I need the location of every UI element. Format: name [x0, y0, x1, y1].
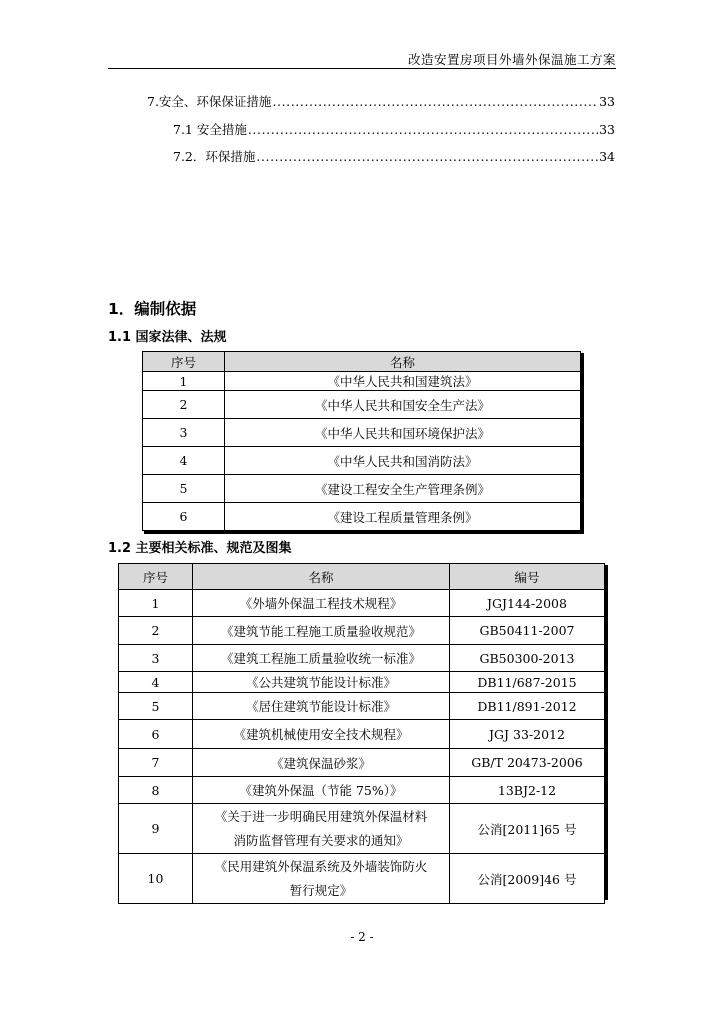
subsection-heading: 1.1 国家法律、法规	[108, 330, 227, 345]
toc-entry-label: 7.2．环保措施	[173, 149, 256, 164]
table-cell-no: 5	[119, 693, 193, 720]
page-number: - 2 -	[350, 930, 374, 944]
table-cell-name: 《中华人民共和国环境保护法》	[225, 419, 581, 447]
table-cell-name-line: 消防监督管理有关要求的通知》	[233, 832, 409, 848]
table-cell-code: GB50300-2013	[450, 645, 605, 672]
table-row	[119, 720, 605, 749]
table-cell-name: 《建筑工程施工质量验收统一标准》	[193, 645, 450, 672]
table-row	[119, 672, 605, 693]
subsection-heading: 1.2 主要相关标准、规范及图集	[108, 541, 292, 556]
table-row	[143, 447, 581, 475]
toc-entry-page: 34	[599, 149, 615, 164]
table-cell-name: 《中华人民共和国消防法》	[225, 447, 581, 475]
table-header-cell: 编号	[450, 564, 605, 590]
table-cell-name: 《建筑外保温（节能 75%）》	[193, 777, 450, 804]
table-cell-no: 6	[119, 720, 193, 749]
table-row	[143, 419, 581, 447]
table-cell-code: 公消[2011]65 号	[450, 804, 605, 854]
table-row	[143, 372, 581, 391]
table-shadow	[605, 565, 608, 900]
table-row	[119, 804, 605, 854]
table-cell-name: 《建筑保温砂浆》	[193, 749, 450, 777]
table-row	[143, 503, 581, 531]
toc-entry-page: 33	[599, 122, 615, 137]
table-cell-no: 1	[143, 372, 225, 391]
section-heading: 1．编制依据	[108, 300, 197, 318]
table-row	[119, 617, 605, 645]
toc-entry-label: 7.1 安全措施	[173, 122, 247, 137]
table-header-cell: 名称	[193, 564, 450, 590]
table-cell-no: 7	[119, 749, 193, 777]
table-cell-code: GB50411-2007	[450, 617, 605, 645]
table-cell-name	[193, 854, 450, 904]
table-cell-no: 9	[119, 804, 193, 854]
table-cell-no: 10	[119, 854, 193, 904]
table-row	[143, 391, 581, 419]
laws-table	[142, 351, 581, 531]
table-cell-code: DB11/687-2015	[450, 672, 605, 693]
toc-leader	[248, 122, 598, 137]
table-cell-name: 《居住建筑节能设计标准》	[193, 693, 450, 720]
header-rule	[108, 68, 616, 69]
table-cell-no: 4	[143, 447, 225, 475]
table-cell-name: 《公共建筑节能设计标准》	[193, 672, 450, 693]
table-header-cell: 序号	[119, 564, 193, 590]
toc-leader	[256, 149, 598, 164]
table-header-cell: 序号	[143, 352, 225, 372]
table-cell-code: JGJ144-2008	[450, 590, 605, 617]
table-cell-name: 《建设工程安全生产管理条例》	[225, 475, 581, 503]
table-row	[119, 645, 605, 672]
table-cell-no: 4	[119, 672, 193, 693]
table-cell-no: 3	[143, 419, 225, 447]
table-cell-code: 13BJ2-12	[450, 777, 605, 804]
table-row	[119, 749, 605, 777]
table-cell-name: 《建筑机械使用安全技术规程》	[193, 720, 450, 749]
table-cell-name-line: 《民用建筑外保温系统及外墙装饰防火	[214, 858, 428, 874]
toc-entry[interactable]	[173, 147, 615, 165]
table-cell-code: JGJ 33-2012	[450, 720, 605, 749]
page-header-title: 改造安置房项目外墙外保温施工方案	[407, 52, 616, 67]
table-cell-no: 6	[143, 503, 225, 531]
table-cell-code: GB/T 20473-2006	[450, 749, 605, 777]
standards-table	[118, 563, 605, 904]
table-cell-name: 《建筑节能工程施工质量验收规范》	[193, 617, 450, 645]
table-cell-name: 《中华人民共和国安全生产法》	[225, 391, 581, 419]
toc-entry[interactable]	[147, 92, 615, 110]
table-row	[119, 854, 605, 904]
table-cell-name-line: 暂行规定》	[289, 882, 353, 898]
toc-entry-page: 33	[599, 94, 615, 109]
table-header-cell: 名称	[225, 352, 581, 372]
table-cell-no: 3	[119, 645, 193, 672]
table-cell-name: 《中华人民共和国建筑法》	[225, 372, 581, 391]
table-row	[119, 777, 605, 804]
table-cell-name: 《建设工程质量管理条例》	[225, 503, 581, 531]
table-cell-no: 2	[119, 617, 193, 645]
table-row	[143, 475, 581, 503]
table-cell-no: 8	[119, 777, 193, 804]
table-cell-name	[193, 804, 450, 854]
table-cell-code: DB11/891-2012	[450, 693, 605, 720]
toc-entry-label: 7.安全、环保保证措施	[147, 94, 272, 109]
table-cell-no: 5	[143, 475, 225, 503]
toc-entry[interactable]	[173, 120, 615, 138]
toc-leader	[272, 94, 598, 109]
table-row	[119, 693, 605, 720]
table-shadow	[144, 531, 584, 534]
table-cell-code: 公消[2009]46 号	[450, 854, 605, 904]
table-shadow	[581, 353, 584, 534]
table-cell-no: 1	[119, 590, 193, 617]
table-cell-name: 《外墙外保温工程技术规程》	[193, 590, 450, 617]
table-row	[119, 590, 605, 617]
table-cell-no: 2	[143, 391, 225, 419]
table-cell-name-line: 《关于进一步明确民用建筑外保温材料	[214, 808, 428, 824]
